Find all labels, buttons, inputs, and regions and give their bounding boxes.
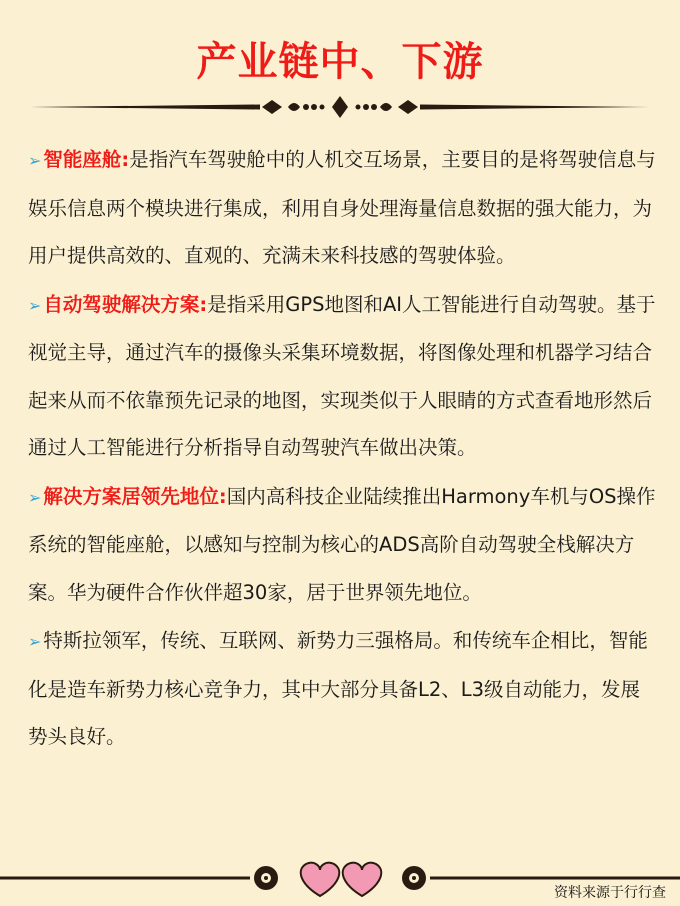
arrow-bullet-icon: ➢: [28, 487, 42, 507]
arrow-bullet-icon: ➢: [28, 632, 42, 651]
item-text: 特斯拉领军，传统、互联网、新势力三强格局。和传统车企相比，智能化是造车新势力核心竞争力，其中大部分具备L2、L3级自动能力，发展势头良好。: [28, 629, 648, 748]
arrow-bullet-icon: ➢: [28, 295, 42, 315]
page-title: 产业链中、下游: [196, 39, 484, 85]
item-text: 国内高科技企业陆续推出Harmony车机与OS操作系统的智能座舱，以感知与控制为核心的ADS高阶自动驾驶全栈解决方案。华为硬件合作伙伴超30家，居于世界领先地位。: [28, 484, 656, 604]
list-item: [28, 473, 658, 617]
arrow-bullet-icon: ➢: [28, 151, 42, 170]
list-item: [28, 617, 658, 761]
content-body: [28, 136, 658, 762]
item-heading: 解决方案居领先地位:: [43, 484, 227, 508]
item-heading: 智能座舱:: [43, 148, 130, 171]
knot-ornament-icon: [254, 866, 426, 890]
list-item: [28, 281, 658, 472]
heart-icon: [301, 863, 340, 896]
source-note: 资料来源于行行查: [554, 885, 666, 901]
heart-icon: [343, 863, 382, 896]
ornamental-divider-top: [30, 94, 650, 120]
item-text: 是指汽车驾驶舱中的人机交互场景，主要目的是将驾驶信息与娱乐信息两个模块进行集成，利用自身处理海量信息数据的强大能力，为用户提供高效的、直观的、充满未来科技感的驾驶体验。: [28, 148, 656, 267]
item-heading: 自动驾驶解决方案:: [43, 292, 208, 316]
list-item: [28, 136, 658, 280]
item-text: 是指采用GPS地图和AI人工智能进行自动驾驶。基于视觉主导，通过汽车的摄像头采集环境数据，将图像处理和机器学习结合起来从而不依靠预先记录的地图，实现类似于人眼睛的方式查看地形然后通过人工智能进行分析指导自动驾驶汽车做出决策。: [28, 292, 656, 459]
